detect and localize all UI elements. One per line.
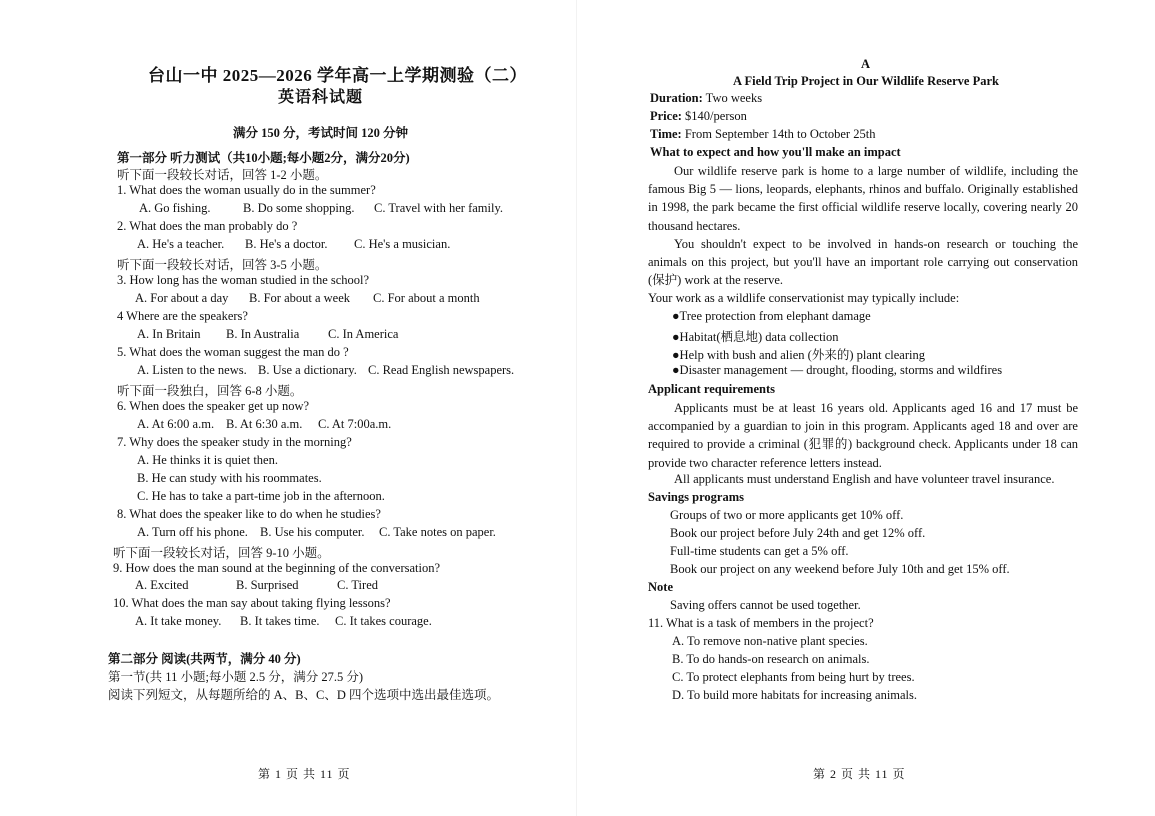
question-11: 11. What is a task of members in the project? [648,616,874,630]
paragraph-2: You shouldn't expect to be involved in hands-on research or touching the animals on this project, but you'll have an important role carrying out conservation (保护) work at the reserve. [648,237,1078,288]
requirements-header: Applicant requirements [648,382,775,396]
bullet-item: ●Disaster management — drought, flooding, storms and wildfires [672,363,1003,377]
duration-value: Two weeks [702,91,763,105]
duration-line [650,91,762,106]
instruction: 听下面一段独白，回答 6-8 小题。 [117,384,303,398]
question-1: 1. What does the woman usually do in the summer? [117,183,376,197]
option-a: A. He's a teacher. [137,237,225,251]
paragraph-1: Our wildlife reserve park is home to a large number of wildlife, including the famous Big 5 — lions, leopards, elephants, rhinos and buffalo. Originally established in 1998, the park became the first official wildlife reserve locally, covering nearly 20 thousand hectares. [648,164,1078,233]
option-c: C. Take notes on paper. [379,525,496,539]
paragraph-3: Applicants must be at least 16 years old. Applicants aged 16 and 17 must be accompanied by a guardian to join in this program. Applicants aged 18 and over are required to provide a criminal (犯罪的) background check. Applicants under 18 can provide two character reference letters instead. [648,401,1078,470]
exam-title: 台山一中 2025—2026 学年高一上学期测验（二） [148,66,527,85]
passage-letter: A [861,57,871,71]
option-b: B. Do some shopping. [243,201,355,215]
question-3: 3. How long has the woman studied in the school? [117,273,370,287]
bullet-item: ●Habitat(栖息地) data collection [672,330,839,344]
option-a: A. Listen to the news. [137,363,247,377]
instruction: 听下面一段较长对话，回答 3-5 小题。 [117,258,328,272]
note-header: Note [648,580,673,594]
option-c: C. He has to take a part-time job in the afternoon. [137,489,385,503]
question-8: 8. What does the speaker like to do when he studies? [117,507,381,521]
passage-title: A Field Trip Project in Our Wildlife Reserve Park [733,74,999,88]
section1-header: 第一节(共 11 小题;每小题 2.5 分，满分 27.5 分) [108,670,364,684]
savings-header: Savings programs [648,490,744,504]
option-c: C. To protect elephants from being hurt by trees. [672,670,915,684]
question-9: 9. How does the man sound at the beginning of the conversation? [113,561,441,575]
time-line [650,127,875,142]
expect-header: What to expect and how you'll make an impact [650,145,901,159]
savings-item: Book our project on any weekend before July 10th and get 15% off. [670,562,1010,576]
part2-header: 第二部分 阅读(共两节，满分 40 分) [108,652,301,666]
price-value: $140/person [681,109,747,123]
option-a: A. In Britain [137,327,201,341]
bullet-item: ●Tree protection from elephant damage [672,309,871,323]
option-b: B. Use his computer. [260,525,365,539]
part1-header: 第一部分 听力测试（共10小题;每小题2分，满分20分) [117,151,410,165]
option-a: A. For about a day [135,291,229,305]
instruction: 听下面一段较长对话，回答 9-10 小题。 [113,546,330,560]
option-a: A. Go fishing. [139,201,211,215]
page-footer: 第 1 页 共 11 页 [258,767,351,781]
savings-item: Full-time students can get a 5% off. [670,544,849,558]
option-c: C. Travel with her family. [374,201,504,215]
left-page [0,0,577,816]
savings-item: Book our project before July 24th and get 12% off. [670,526,926,540]
note-text: Saving offers cannot be used together. [670,598,861,612]
time-value: From September 14th to October 25th [681,127,876,141]
option-c: C. Tired [337,578,378,592]
section1-instruction: 阅读下列短文，从每题所给的 A、B、C、D 四个选项中选出最佳选项。 [108,688,499,702]
option-b: B. In Australia [226,327,300,341]
option-a: A. Turn off his phone. [137,525,248,539]
option-b: B. Surprised [236,578,299,592]
option-d: D. To build more habitats for increasing animals. [672,688,918,702]
score-info: 满分 150 分，考试时间 120 分钟 [233,126,409,140]
option-c: C. At 7:00a.m. [318,417,392,431]
option-c: C. In America [328,327,399,341]
work-intro: Your work as a wildlife conservationist may typically include: [648,291,960,305]
option-c: C. Read English newspapers. [368,363,515,377]
savings-item: Groups of two or more applicants get 10% off. [670,508,904,522]
question-4: 4 Where are the speakers? [117,309,248,323]
option-b: B. It takes time. [240,614,320,628]
option-a: A. To remove non-native plant species. [672,634,868,648]
option-b: B. At 6:30 a.m. [226,417,303,431]
price-line [650,109,747,124]
option-b: B. He's a doctor. [245,237,328,251]
bullet-item: ●Help with bush and alien (外来的) plant clearing [672,348,925,362]
page-footer: 第 2 页 共 11 页 [813,767,906,781]
time-label: Time: [650,127,682,141]
question-5: 5. What does the woman suggest the man do ? [117,345,349,359]
question-2: 2. What does the man probably do ? [117,219,298,233]
option-a: A. He thinks it is quiet then. [137,453,278,467]
option-a: A. Excited [135,578,189,592]
instruction: 听下面一段较长对话，回答 1-2 小题。 [117,168,328,182]
duration-label: Duration: [650,91,703,105]
question-10: 10. What does the man say about taking flying lessons? [113,596,391,610]
option-a: A. At 6:00 a.m. [137,417,215,431]
question-7: 7. Why does the speaker study in the morning? [117,435,352,449]
option-b: B. He can study with his roommates. [137,471,322,485]
option-c: C. It takes courage. [335,614,432,628]
price-label: Price: [650,109,682,123]
right-page [577,0,1155,816]
option-b: B. Use a dictionary. [258,363,357,377]
option-c: C. For about a month [373,291,480,305]
option-a: A. It take money. [135,614,222,628]
option-c: C. He's a musician. [354,237,451,251]
paragraph-4: All applicants must understand English and have volunteer travel insurance. [674,472,1055,486]
option-b: B. To do hands-on research on animals. [672,652,870,666]
question-6: 6. When does the speaker get up now? [117,399,310,413]
option-b: B. For about a week [249,291,351,305]
exam-subtitle: 英语科试题 [278,89,364,106]
